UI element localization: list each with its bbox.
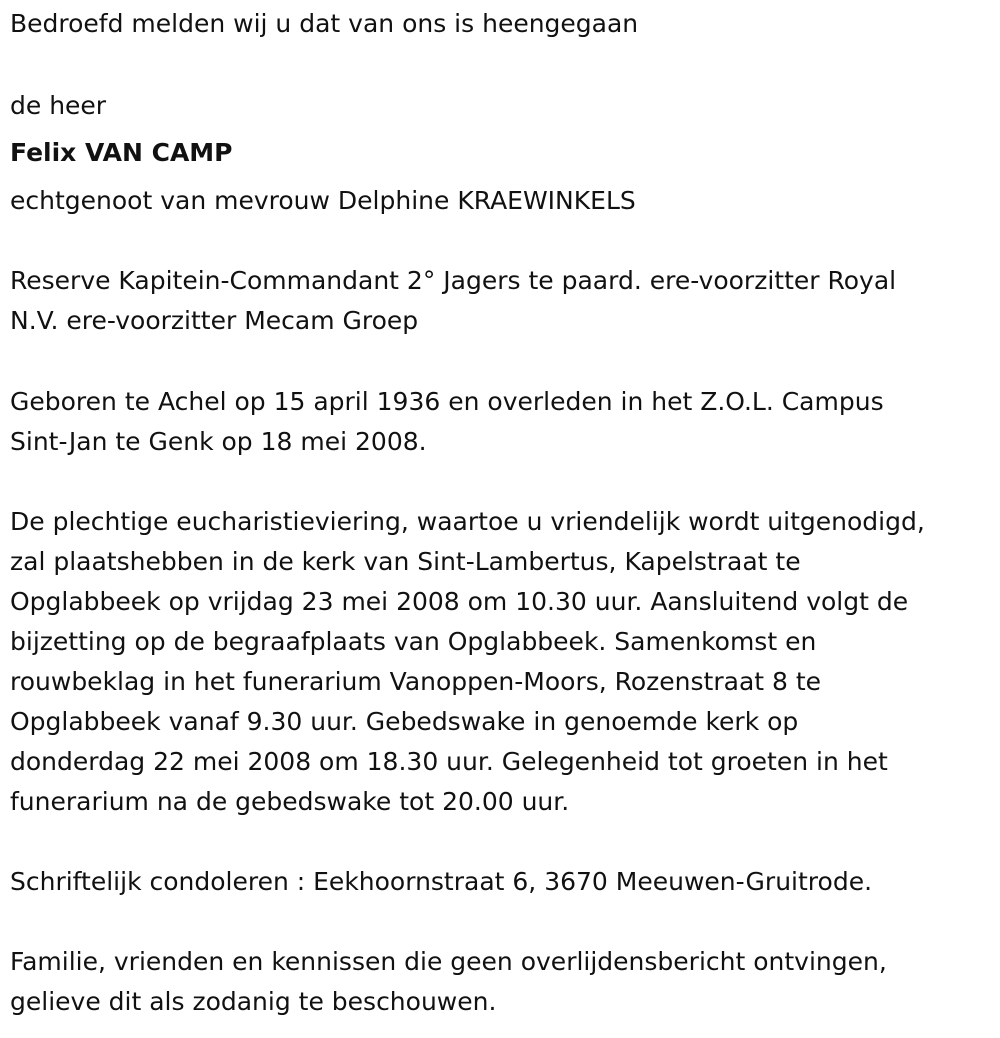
ceremony-line: De plechtige eucharistieviering, waartoe u vriendelijk wordt uitgenodigd, — [10, 507, 925, 536]
ceremony-line: zal plaatshebben in de kerk van Sint-Lambertus, Kapelstraat te — [10, 547, 801, 576]
birth-death-line: Geboren te Achel op 15 april 1936 en overleden in het Z.O.L. Campus — [10, 387, 884, 416]
ceremony-line: Opglabbeek op vrijdag 23 mei 2008 om 10.30 uur. Aansluitend volgt de — [10, 587, 909, 616]
intro-text: Bedroefd melden wij u dat van ons is heengegaan — [10, 9, 639, 38]
deceased-name: Felix VAN CAMP — [10, 138, 233, 167]
salutation-text: de heer — [10, 91, 107, 120]
ceremony-line: Opglabbeek vanaf 9.30 uur. Gebedswake in genoemde kerk op — [10, 707, 799, 736]
spouse-text: echtgenoot van mevrouw Delphine KRAEWINKELS — [10, 186, 636, 215]
titles-line: N.V. ere-voorzitter Mecam Groep — [10, 306, 419, 335]
name-block — [10, 133, 992, 173]
ceremony-line: funerarium na de gebedswake tot 20.00 uur. — [10, 787, 570, 816]
closing-line: gelieve dit als zodanig te beschouwen. — [10, 987, 497, 1016]
titles-block — [10, 261, 992, 341]
spouse-block — [10, 181, 992, 221]
ceremony-block — [10, 502, 992, 822]
closing-line: Familie, vrienden en kennissen die geen overlijdensbericht ontvingen, — [10, 947, 887, 976]
titles-line: Reserve Kapitein-Commandant 2° Jagers te paard. ere-voorzitter Royal — [10, 266, 897, 295]
salutation-block — [10, 86, 992, 126]
ceremony-line: rouwbeklag in het funerarium Vanoppen-Moors, Rozenstraat 8 te — [10, 667, 822, 696]
ceremony-line: bijzetting op de begraafplaats van Opglabbeek. Samenkomst en — [10, 627, 817, 656]
closing-block — [10, 942, 992, 1022]
birth-death-line: Sint-Jan te Genk op 18 mei 2008. — [10, 427, 427, 456]
ceremony-line: donderdag 22 mei 2008 om 18.30 uur. Gelegenheid tot groeten in het — [10, 747, 888, 776]
intro-block — [10, 4, 992, 44]
birth-death-block — [10, 382, 992, 462]
condolences-block — [10, 862, 992, 902]
condolences-text: Schriftelijk condoleren : Eekhoornstraat 6, 3670 Meeuwen-Gruitrode. — [10, 867, 873, 896]
